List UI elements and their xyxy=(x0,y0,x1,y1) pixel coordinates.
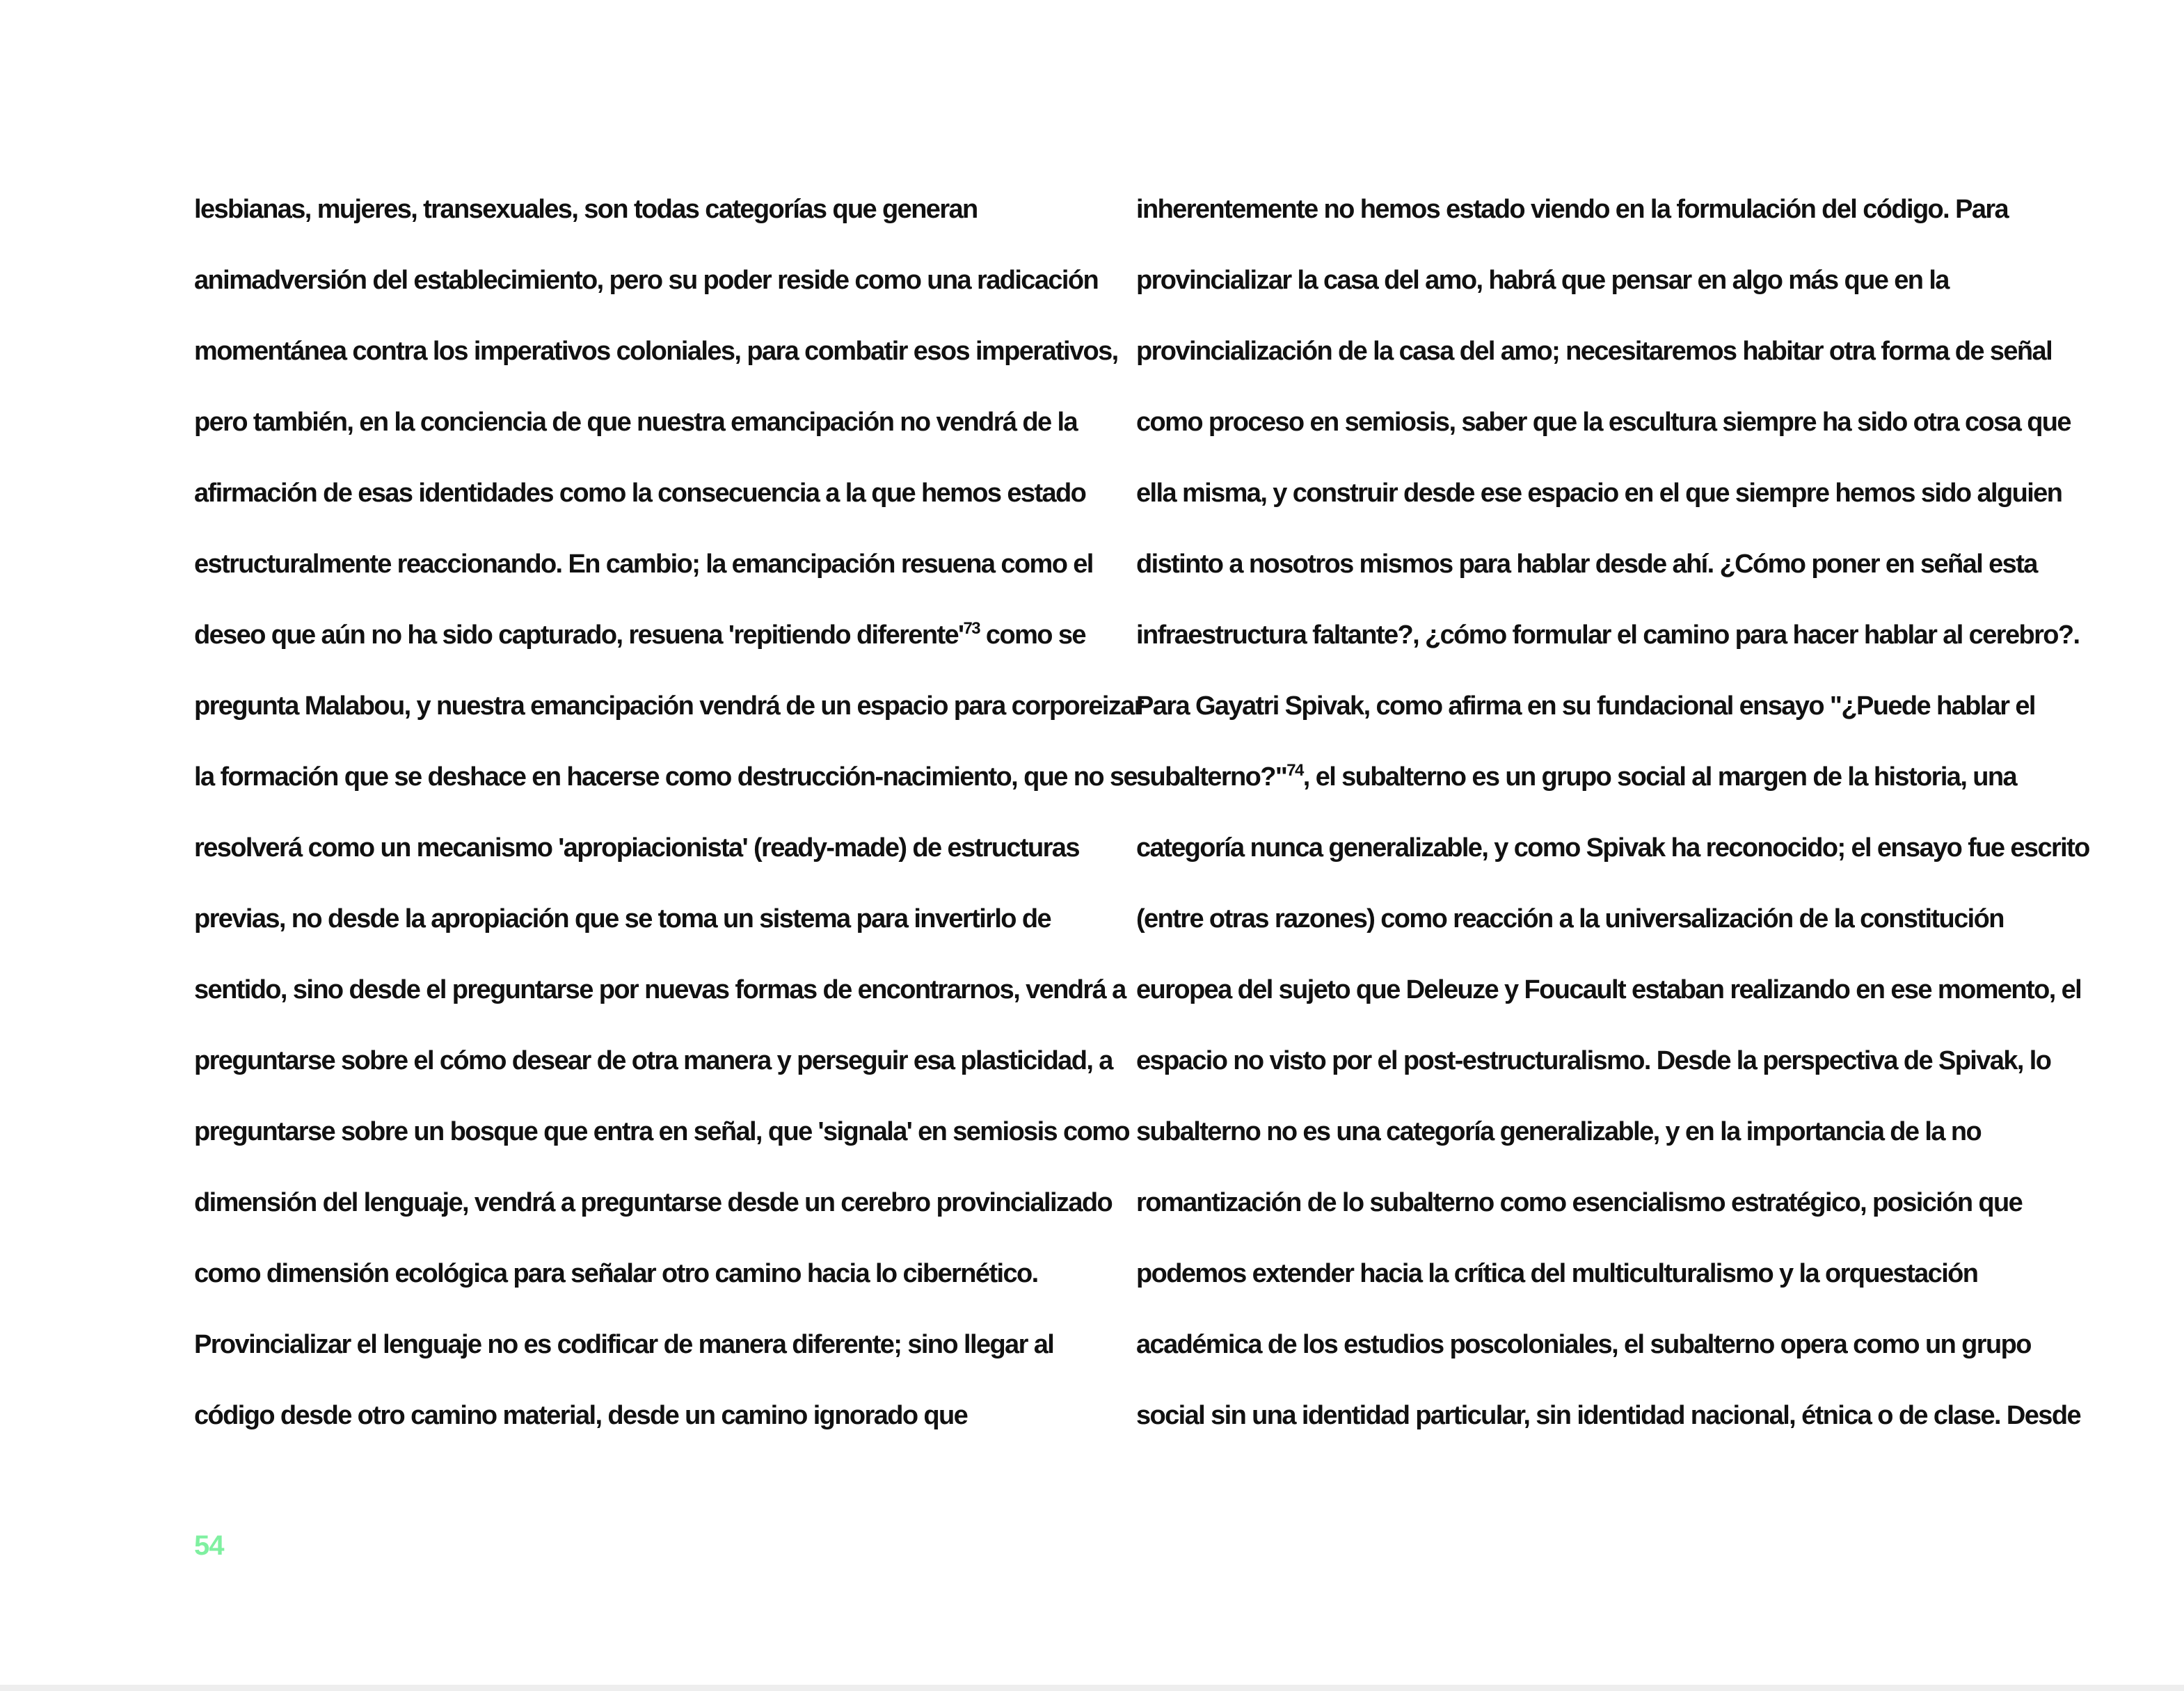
text-line-with-footnote xyxy=(1136,755,2027,826)
text-line: como dimensión ecológica para señalar otro camino hacia lo cibernético. xyxy=(194,1259,1038,1288)
text-line: afirmación de esas identidades como la consecuencia a la que hemos estado xyxy=(194,479,1086,508)
text-line: infraestructura faltante?, ¿cómo formular el camino para hacer hablar al cerebro?. xyxy=(1136,620,2080,650)
text-line-with-footnote xyxy=(194,614,1085,684)
bottom-edge-strip xyxy=(0,1685,2184,1691)
text-line: momentánea contra los imperativos coloniales, para combatir esos imperativos, xyxy=(194,337,1118,366)
text-line: previas, no desde la apropiación que se toma un sistema para invertirlo de xyxy=(194,904,1051,933)
text-line: dimensión del lenguaje, vendrá a preguntarse desde un cerebro provincializado xyxy=(194,1188,1113,1217)
text-line: (entre otras razones) como reacción a la universalización de la constitución xyxy=(1136,904,2004,933)
text-line: inherentemente no hemos estado viendo en la formulación del código. Para xyxy=(1136,195,2009,224)
text-line: subalterno no es una categoría generalizable, y en la importancia de la no xyxy=(1136,1117,1982,1146)
text-line: categoría nunca generalizable, y como Spivak ha reconocido; el ensayo fue escrito xyxy=(1136,833,2089,863)
text-fragment: subalterno?" xyxy=(1136,762,1287,792)
text-line: ella misma, y construir desde ese espacio en el que siempre hemos sido alguien xyxy=(1136,479,2062,508)
text-line: provincializar la casa del amo, habrá que pensar en algo más que en la xyxy=(1136,266,1949,295)
text-line: romantización de lo subalterno como esencialismo estratégico, posición que xyxy=(1136,1188,2023,1217)
text-line: pregunta Malabou, y nuestra emancipación vendrá de un espacio para corporeizar xyxy=(194,691,1143,721)
text-line: podemos extender hacia la crítica del multiculturalismo y la orquestación xyxy=(1136,1259,1978,1288)
text-line: como proceso en semiosis, saber que la escultura siempre ha sido otra cosa que xyxy=(1136,408,2071,437)
text-line: preguntarse sobre un bosque que entra en señal, que 'signala' en semiosis como xyxy=(194,1117,1129,1146)
footnote-ref-74: 74 xyxy=(1286,761,1303,780)
text-line: animadversión del establecimiento, pero su poder reside como una radicación xyxy=(194,266,1099,295)
text-line: resolverá como un mecanismo 'apropiacionista' (ready-made) de estructuras xyxy=(194,833,1079,863)
text-line: espacio no visto por el post-estructuralismo. Desde la perspectiva de Spivak, lo xyxy=(1136,1046,2051,1075)
text-line: distinto a nosotros mismos para hablar desde ahí. ¿Cómo poner en señal esta xyxy=(1136,550,2037,579)
text-line: social sin una identidad particular, sin identidad nacional, étnica o de clase. Desde xyxy=(1136,1401,2080,1430)
text-line: la formación que se deshace en hacerse como destrucción-nacimiento, que no se xyxy=(194,762,1138,792)
text-fragment: deseo que aún no ha sido capturado, resuena 'repitiendo diferente' xyxy=(194,620,964,650)
text-line: estructuralmente reaccionando. En cambio; la emancipación resuena como el xyxy=(194,550,1093,579)
text-line: Provincializar el lenguaje no es codificar de manera diferente; sino llegar al xyxy=(194,1330,1054,1359)
text-line: europea del sujeto que Deleuze y Foucault estaban realizando en ese momento, el xyxy=(1136,975,2082,1004)
left-text-column xyxy=(194,188,1143,1465)
text-fragment: como se xyxy=(979,620,1085,650)
text-fragment: , el subalterno es un grupo social al margen de la historia, una xyxy=(1302,762,2016,792)
text-line: académica de los estudios poscoloniales, el subalterno opera como un grupo xyxy=(1136,1330,2031,1359)
text-line: provincialización de la casa del amo; necesitaremos habitar otra forma de señal xyxy=(1136,337,2053,366)
right-text-column xyxy=(1136,188,2089,1465)
page-number: 54 xyxy=(194,1530,224,1561)
text-line: sentido, sino desde el preguntarse por nuevas formas de encontrarnos, vendrá a xyxy=(194,975,1126,1004)
text-line: código desde otro camino material, desde un camino ignorado que xyxy=(194,1401,968,1430)
text-line: lesbianas, mujeres, transexuales, son todas categorías que generan xyxy=(194,195,978,224)
footnote-ref-73: 73 xyxy=(963,619,980,638)
text-line: Para Gayatri Spivak, como afirma en su fundacional ensayo "¿Puede hablar el xyxy=(1136,691,2035,721)
text-line: pero también, en la conciencia de que nuestra emancipación no vendrá de la xyxy=(194,408,1078,437)
text-line: preguntarse sobre el cómo desear de otra manera y perseguir esa plasticidad, a xyxy=(194,1046,1113,1075)
